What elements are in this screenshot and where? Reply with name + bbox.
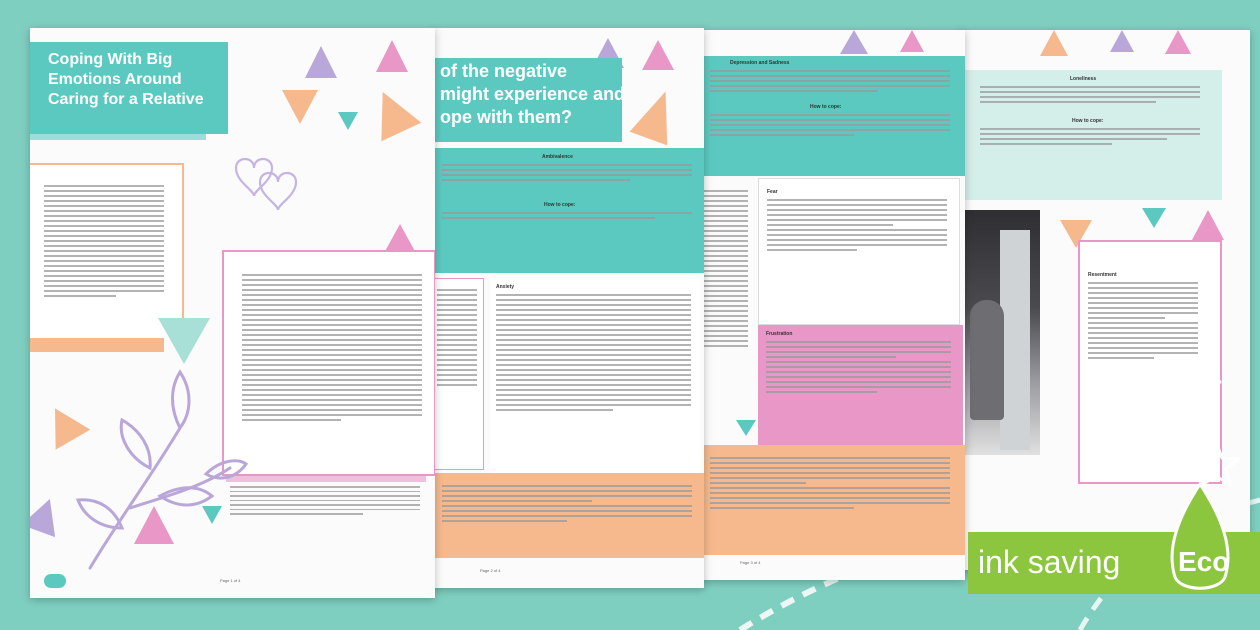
decor-triangle — [134, 506, 174, 544]
decor-triangle — [1040, 30, 1068, 56]
eco-label: Eco — [1178, 546, 1230, 577]
anxiety-panel — [490, 278, 700, 473]
main-text-panel — [222, 250, 435, 476]
worksheet-page-3 — [700, 30, 965, 580]
section-heading: Loneliness — [1070, 76, 1097, 82]
leaf-icon — [1165, 482, 1235, 597]
worksheet-page-1 — [30, 28, 435, 598]
decor-triangle — [1110, 30, 1134, 52]
decor-triangle — [630, 85, 685, 146]
decor-triangle — [736, 420, 756, 436]
decor-triangle — [30, 493, 67, 537]
page-footer — [30, 574, 435, 588]
decor-triangle — [158, 318, 210, 364]
page-number: Page 1 of 4 — [220, 578, 241, 583]
section-heading: Depression and Sadness — [730, 60, 790, 66]
ink-saving-badge — [968, 532, 1260, 594]
bottom-panel — [700, 445, 965, 555]
section-heading: Ambivalence — [542, 154, 573, 160]
orange-strip — [30, 338, 164, 352]
page-footer — [432, 564, 704, 578]
title-underline — [30, 134, 206, 140]
photo-carer — [960, 210, 1040, 455]
decor-triangle — [840, 30, 868, 54]
section-heading: Anxiety — [496, 284, 515, 290]
worksheet-title: Coping With Big Emotions Around Caring for a Relative — [48, 51, 204, 108]
heart-icon — [216, 146, 306, 216]
title-banner — [30, 42, 228, 134]
section-heading: How to cope: — [1072, 118, 1104, 124]
decor-triangle — [376, 40, 408, 72]
page-footer — [700, 556, 965, 570]
decor-triangle — [1165, 30, 1191, 54]
decor-triangle — [363, 83, 421, 141]
page-number: Page 3 of 4 — [740, 560, 761, 565]
intro-text-box — [30, 163, 184, 340]
section-heading: Resentment — [1088, 272, 1117, 278]
decor-triangle — [282, 90, 318, 124]
decor-triangle — [305, 46, 337, 78]
decor-triangle — [1192, 210, 1224, 240]
worksheet-page-2 — [432, 28, 704, 588]
loneliness-panel — [960, 70, 1222, 200]
decor-triangle — [338, 112, 358, 130]
logo-icon — [44, 574, 66, 588]
badge-label: ink saving — [978, 544, 1121, 580]
pink-strip — [226, 474, 426, 482]
frustration-panel — [758, 325, 963, 445]
left-text-box — [432, 278, 484, 470]
section-heading: Fear — [767, 189, 778, 195]
bottom-panel — [432, 473, 704, 558]
leaf-branch-illustration — [70, 368, 250, 578]
depression-panel — [700, 56, 965, 176]
decor-triangle — [202, 506, 222, 524]
page-number: Page 2 of 4 — [480, 568, 501, 573]
page-heading: of the negative might experience and ope with them? — [440, 61, 626, 127]
section-heading: Frustration — [766, 331, 793, 337]
decor-triangle — [1142, 208, 1166, 228]
section-heading: How to cope: — [810, 104, 842, 110]
section-heading: How to cope: — [544, 202, 576, 208]
decor-triangle — [642, 40, 674, 70]
decor-triangle — [900, 30, 924, 52]
footnote-text — [230, 486, 420, 518]
fear-panel — [758, 178, 960, 325]
ambivalence-panel — [432, 148, 704, 273]
page-heading-banner — [432, 58, 626, 142]
